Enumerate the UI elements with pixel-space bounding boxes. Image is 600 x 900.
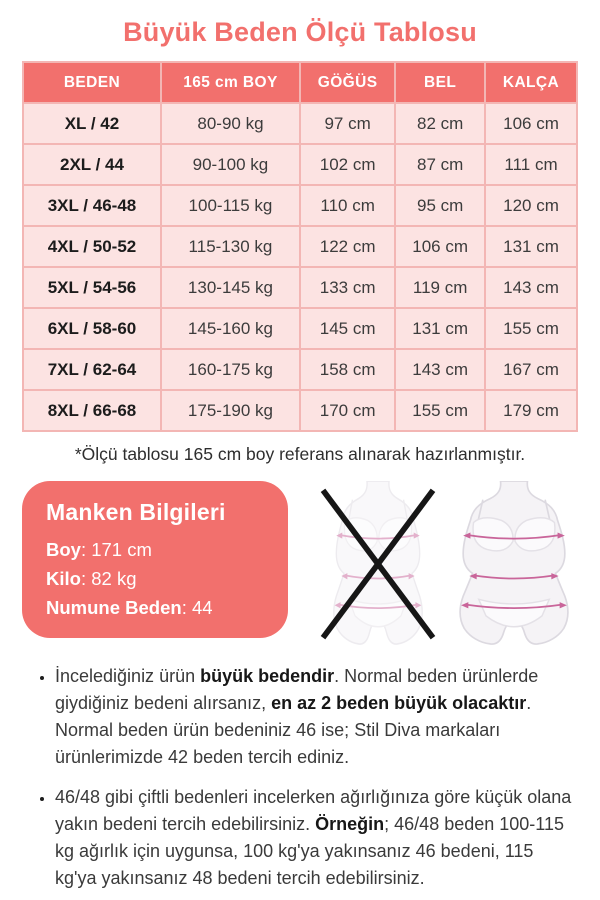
measure-cell: 122 cm — [300, 226, 395, 267]
measure-cell: 97 cm — [300, 103, 395, 144]
measure-cell: 175-190 kg — [161, 390, 300, 431]
size-row — [23, 226, 577, 267]
size-cell: 6XL / 58-60 — [23, 308, 161, 349]
model-info-line: Boy: 171 cm — [46, 539, 152, 560]
plus-size-body-icon — [450, 481, 578, 647]
measure-cell: 167 cm — [485, 349, 577, 390]
wrong-fit-figure — [314, 481, 442, 647]
measure-cell: 80-90 kg — [161, 103, 300, 144]
model-info-card — [22, 481, 288, 638]
size-cell: 4XL / 50-52 — [23, 226, 161, 267]
measure-cell: 133 cm — [300, 267, 395, 308]
measure-cell: 120 cm — [485, 185, 577, 226]
measure-cell: 102 cm — [300, 144, 395, 185]
size-row — [23, 349, 577, 390]
body-figures — [288, 481, 578, 647]
size-row — [23, 308, 577, 349]
measure-cell: 160-175 kg — [161, 349, 300, 390]
size-row — [23, 144, 577, 185]
measure-cell: 143 cm — [395, 349, 485, 390]
note-item: • 46/48 gibi çiftli bedenleri incelerken ağırlığınıza göre küçük olana yakın bedeni tercih edebilirsiniz. Örneğin; 46/48 beden 100-115 kg ağırlık için uygunsa, 100 kg'ya yakınsanız 46 bedeni, 115 kg'ya yakınsanız 48 bedeni tercih edebilirsiniz. — [55, 784, 578, 892]
measure-cell: 90-100 kg — [161, 144, 300, 185]
size-cell: XL / 42 — [23, 103, 161, 144]
size-row — [23, 267, 577, 308]
measure-cell: 110 cm — [300, 185, 395, 226]
size-cell: 2XL / 44 — [23, 144, 161, 185]
model-info-line: Numune Beden: 44 — [46, 597, 213, 618]
note-item: • İncelediğiniz ürün büyük bedendir. Normal beden ürünlerde giydiğiniz bedeni alırsanız, en az 2 beden büyük olacaktır. Normal beden ürün bedeniniz 46 ise; Stil Diva markaları ürünlerimizde 42 beden tercih ediniz. — [55, 663, 578, 771]
measure-cell: 158 cm — [300, 349, 395, 390]
measure-cell: 143 cm — [485, 267, 577, 308]
measure-cell: 82 cm — [395, 103, 485, 144]
notes-list — [22, 663, 578, 892]
model-info-title: Manken Bilgileri — [46, 499, 226, 525]
page-title: Büyük Beden Ölçü Tablosu — [123, 17, 477, 47]
size-table-header-row — [23, 62, 577, 103]
column-header: 165 cm BOY — [161, 62, 300, 103]
measure-cell: 131 cm — [395, 308, 485, 349]
size-table-body — [23, 103, 577, 431]
model-info-line: Kilo: 82 kg — [46, 568, 137, 589]
measure-cell: 100-115 kg — [161, 185, 300, 226]
model-info-lines — [46, 535, 264, 622]
measure-cell: 130-145 kg — [161, 267, 300, 308]
size-row — [23, 185, 577, 226]
column-header: BEL — [395, 62, 485, 103]
measure-cell: 155 cm — [485, 308, 577, 349]
measure-cell: 87 cm — [395, 144, 485, 185]
measure-cell: 115-130 kg — [161, 226, 300, 267]
size-cell: 5XL / 54-56 — [23, 267, 161, 308]
measure-cell: 131 cm — [485, 226, 577, 267]
measure-cell: 145-160 kg — [161, 308, 300, 349]
correct-fit-figure — [450, 481, 578, 647]
slim-body-crossed-icon — [314, 481, 442, 647]
size-row — [23, 103, 577, 144]
measure-cell: 106 cm — [395, 226, 485, 267]
size-cell: 7XL / 62-64 — [23, 349, 161, 390]
measure-cell: 111 cm — [485, 144, 577, 185]
measure-cell: 179 cm — [485, 390, 577, 431]
size-table — [22, 61, 578, 432]
measure-cell: 119 cm — [395, 267, 485, 308]
size-row — [23, 390, 577, 431]
measure-cell: 95 cm — [395, 185, 485, 226]
size-cell: 8XL / 66-68 — [23, 390, 161, 431]
column-header: GÖĞÜS — [300, 62, 395, 103]
measure-cell: 170 cm — [300, 390, 395, 431]
measure-cell: 145 cm — [300, 308, 395, 349]
measure-cell: 155 cm — [395, 390, 485, 431]
column-header: KALÇA — [485, 62, 577, 103]
column-header: BEDEN — [23, 62, 161, 103]
size-cell: 3XL / 46-48 — [23, 185, 161, 226]
table-footnote: *Ölçü tablosu 165 cm boy referans alınarak hazırlanmıştır. — [74, 444, 526, 464]
measure-cell: 106 cm — [485, 103, 577, 144]
model-info-section — [22, 481, 578, 647]
